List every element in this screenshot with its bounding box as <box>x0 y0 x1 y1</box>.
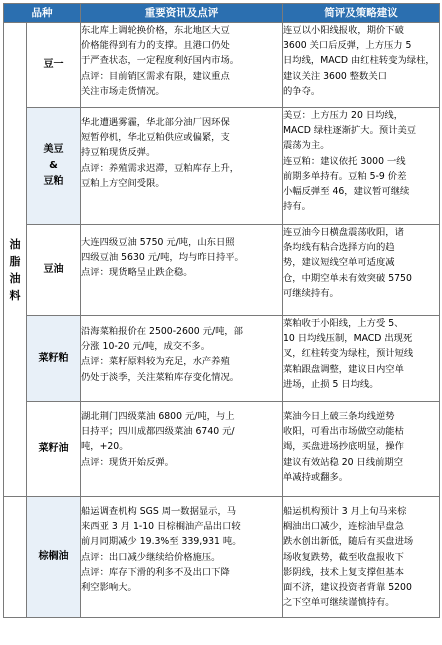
strategy-line: 小幅反弹至 46，建议暂可继续 <box>283 186 410 198</box>
strategy-line: 持有。 <box>283 201 311 213</box>
table-row <box>4 497 440 618</box>
header-strategy: 简评及策略建议 <box>283 4 440 23</box>
strategy-line: 影阴线，技术上复支撑但基本 <box>283 566 404 578</box>
strategy-line: 3600 关口后反弹，上方压力 5 <box>283 40 412 52</box>
strategy-cell <box>283 316 440 402</box>
category-cell <box>4 23 27 108</box>
table-row <box>4 316 440 402</box>
news-line: 豆粕上方空间受限。 <box>81 177 165 189</box>
news-line: 湖北荆门四级菜油 6800 元/吨，与上 <box>81 411 235 422</box>
strategy-line: 船运机构预计 3 月上旬马来棕 <box>283 506 407 517</box>
strategy-line: 前期多单持有。豆粕 5-9 价差 <box>283 170 407 182</box>
news-line <box>81 108 282 115</box>
strategy-line: 跌水创出新低，随后有买盘进场 <box>283 536 414 548</box>
news-line: 沿海菜粕报价在 2500-2600 元/吨，部 <box>81 326 243 337</box>
strategy-line: 之下空单可继续谨慎持有。 <box>283 597 395 609</box>
news-cell <box>81 23 283 108</box>
table-row <box>4 402 440 497</box>
table-row <box>4 225 440 316</box>
news-line: 点评：库存下滑的利多不及出口下降 <box>81 566 230 578</box>
news-line: 四级豆油 5630 元/吨，均与昨日持平。 <box>81 252 244 264</box>
news-line: 价格能得到有力的支撑。且港口仍处 <box>81 40 230 52</box>
news-line: 持豆粕现货反弹。 <box>81 147 156 159</box>
news-cell <box>81 316 283 402</box>
category-char: 脂 <box>9 255 21 268</box>
header-product: 品种 <box>4 4 81 23</box>
strategy-cell <box>283 108 440 225</box>
category-cell <box>4 108 27 225</box>
news-line: 船运调查机构 SGS 周一数据显示，马 <box>81 506 237 517</box>
product-cell <box>27 108 81 225</box>
category-cell <box>4 316 27 402</box>
product-name: 豆一 <box>43 59 64 70</box>
news-line: 来西亚 3 月 1-10 日棕榈油产品出口较 <box>81 521 241 533</box>
strategy-line: 叉，红柱转变为绿柱，预计短线 <box>283 348 414 360</box>
news-line: 东北库上调轮换价格，东北地区大豆 <box>81 25 230 36</box>
strategy-line: 建议关注 3600 整数关口 <box>283 70 387 82</box>
news-line: 点评：菜籽原料较为充足，水产养殖 <box>81 356 230 368</box>
strategy-line: 条均线有粘合选择方向的趋 <box>283 242 395 254</box>
strategy-line: 面不济，建议投资者背靠 5200 <box>283 582 412 594</box>
header-news: 重要资讯及点评 <box>81 4 283 23</box>
category-char: 油 <box>9 238 21 251</box>
strategy-line: 连豆以小阳线报收，期价下破 <box>283 25 404 36</box>
strategy-line: 连豆粕：建议依托 3000 一线 <box>283 155 406 167</box>
news-line <box>81 225 282 235</box>
strategy-line: 进场，止损 5 日均线。 <box>283 378 379 390</box>
news-line: 短暂停机，华北豆粕供应或偏紧，支 <box>81 132 230 144</box>
strategy-line: 场收复跌势，截至收盘报收下 <box>283 551 404 563</box>
strategy-cell <box>283 225 440 316</box>
product-name: 菜籽油 <box>38 443 69 454</box>
product-cell <box>27 497 81 618</box>
product-name: 棕榈油 <box>38 551 69 562</box>
strategy-cell <box>283 497 440 618</box>
strategy-line: 菜粕收于小阳线，上方受 5、 <box>283 318 404 329</box>
strategy-table <box>3 3 440 618</box>
product-name: 菜籽粕 <box>38 352 69 364</box>
news-line: 关注市场走货情况。 <box>81 85 165 97</box>
strategy-line: 榈油出口减少，连棕油早盘急 <box>283 521 404 533</box>
news-cell <box>81 225 283 316</box>
strategy-line: 的争夺。 <box>283 85 321 97</box>
news-line: 点评：现货略呈止跌企稳。 <box>81 267 193 279</box>
category-label <box>4 225 27 316</box>
news-line: 利空影响大。 <box>81 582 137 594</box>
strategy-cell <box>283 23 440 108</box>
strategy-line: 单减持或翻多。 <box>283 471 349 483</box>
news-cell <box>81 402 283 497</box>
strategy-line: 美豆：上方压力 20 日均线， <box>283 110 404 121</box>
news-line: 点评：出口减少继续给价格施压。 <box>81 551 221 563</box>
table-row <box>4 108 440 225</box>
strategy-line: 菜粕跟盘调整，建议日内空单 <box>283 363 404 375</box>
product-name-amp: & <box>49 160 58 171</box>
news-line: 分涨 10-20 元/吨，成交不多。 <box>81 341 211 353</box>
product-name: 豆油 <box>43 264 64 275</box>
strategy-line: 10 日均线压制，MACD 出现死 <box>283 333 413 345</box>
category-char: 料 <box>9 289 21 302</box>
news-line: 吨，+20。 <box>81 441 129 453</box>
strategy-cell <box>283 402 440 497</box>
category-cell <box>4 402 27 497</box>
strategy-line: 菜油今日上破三条均线逆势 <box>283 411 395 422</box>
news-line: 大连四级豆油 5750 元/吨，山东日照 <box>81 237 235 248</box>
news-line: 仍处于淡季，关注菜粕库存变化情况。 <box>81 371 240 383</box>
news-cell <box>81 108 283 225</box>
news-line: 点评：养殖需求迟滞，豆粕库存上升， <box>81 162 240 174</box>
strategy-line: 建议有效站稳 20 日线前期空 <box>283 456 404 468</box>
strategy-line: MACD 绿柱逐渐扩大。预计美豆 <box>283 125 417 137</box>
strategy-line: 收阳，可看出市场做空动能枯 <box>283 426 404 438</box>
category-char: 油 <box>9 272 21 285</box>
strategy-line: 仓，中期空单未有效突破 5750 <box>283 272 412 284</box>
news-cell <box>81 497 283 618</box>
news-line: 点评：现货开始反弹。 <box>81 456 174 468</box>
news-line: 日持平；四川成都四级菜油 6740 元/ <box>81 426 235 438</box>
news-line: 点评：目前销区需求有限，建议重点 <box>81 70 230 82</box>
strategy-line: 势，建议短线空单可适度减 <box>283 257 395 269</box>
strategy-line: 连豆油今日横盘震荡收阳，诸 <box>283 227 404 238</box>
table-row <box>4 23 440 108</box>
product-cell <box>27 225 81 316</box>
category-cell <box>4 497 27 618</box>
strategy-line: 震荡为主。 <box>283 140 330 152</box>
product-cell <box>27 23 81 108</box>
news-line: 华北遭遇雾霾，华北部分油厂因环保 <box>81 117 230 128</box>
strategy-line: 竭，买盘进场抄底明显，操作 <box>283 441 404 453</box>
news-line: 于严查状态，一定程度利好国内市场。 <box>81 55 240 67</box>
news-line <box>81 316 282 324</box>
product-cell <box>27 402 81 497</box>
strategy-line: 可继续持有。 <box>283 287 339 299</box>
news-line: 前月同期减少 19.3%至 339,931 吨。 <box>81 536 242 548</box>
product-cell <box>27 316 81 402</box>
product-name: 美豆 <box>43 144 64 155</box>
product-name: 豆粕 <box>43 176 64 187</box>
strategy-line: 日均线，MACD 由红柱转变为绿柱， <box>283 55 435 67</box>
table-header-row <box>4 4 440 23</box>
